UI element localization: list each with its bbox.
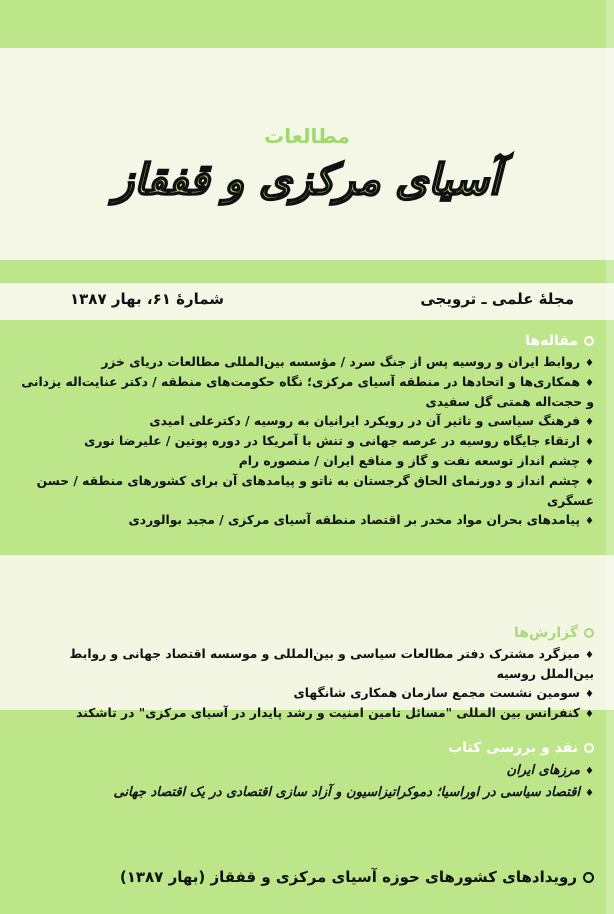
article-item: ♦ چشم انداز توسعه نفت و گاز و منافع ایران / منصوره رام bbox=[14, 452, 594, 472]
events-heading bbox=[14, 868, 594, 886]
issue-info: شمارهٔ ۶۱، بهار ۱۳۸۷ bbox=[70, 290, 225, 308]
circle-bullet-icon bbox=[584, 628, 594, 638]
report-item: ♦ کنفرانس بین المللی "مسائل تامین امنیت و رشد پایدار در آسیای مرکزی" در تاشکند bbox=[14, 704, 594, 724]
section-title: گزارش‌ها bbox=[514, 625, 578, 641]
spine-edge bbox=[606, 0, 614, 914]
events-title: رویدادهای کشورهای حوزه آسیای مرکزی و قفقاز (بهار ۱۳۸۷) bbox=[119, 868, 577, 886]
article-item: ♦ پیامدهای بحران مواد مخدر بر اقتصاد منطقه آسیای مرکزی / مجید بوالوردی bbox=[14, 511, 594, 531]
reports-section bbox=[14, 625, 594, 724]
book-review-section bbox=[14, 740, 594, 804]
journal-title-block bbox=[30, 80, 584, 250]
book-item: ♦ اقتصاد سیاسی در اوراسیا؛ دموکراتیزاسیون و آزاد سازی اقتصادی در یک اقتصاد جهانی bbox=[14, 782, 594, 804]
book-item: ♦ مرزهای ایران bbox=[14, 760, 594, 782]
circle-bullet-icon bbox=[584, 336, 594, 346]
divider-strip bbox=[0, 260, 614, 283]
articles-section bbox=[14, 333, 594, 531]
section-title: مقاله‌ها bbox=[525, 333, 578, 349]
journal-type: مجلهٔ علمی ـ ترویجی bbox=[420, 290, 574, 308]
top-band bbox=[0, 0, 614, 48]
circle-bullet-icon bbox=[583, 872, 594, 883]
article-item: ♦ روابط ایران و روسیه پس از جنگ سرد / مؤسسه بین‌المللی مطالعات دریای خزر bbox=[14, 353, 594, 373]
report-item: ♦ میزگرد مشترک دفتر مطالعات سیاسی و بین‌المللی و موسسه اقتصاد جهانی و روابط بین‌الملل روسیه bbox=[14, 645, 594, 684]
article-item: ♦ فرهنگ سیاسی و تاثیر آن در رویکرد ایرانیان به روسیه / دکترعلی امیدی bbox=[14, 412, 594, 432]
circle-bullet-icon bbox=[584, 743, 594, 753]
report-item: ♦ سومین نشست مجمع سازمان همکاری شانگهای bbox=[14, 684, 594, 704]
article-item: ♦ ارتقاء جایگاه روسیه در عرصه جهانی و تنش با آمریکا در دوره پوتین / علیرضا نوری bbox=[14, 432, 594, 452]
journal-title-logo: آسیای مرکزی و قفقاز bbox=[113, 155, 501, 204]
article-item: ♦ چشم انداز و دورنمای الحاق گرجستان به ناتو و پیامدهای آن برای کشورهای منطقه / حسن عسگری bbox=[14, 472, 594, 511]
article-item: ♦ همکاری‌ها و اتحادها در منطقه آسیای مرکزی؛ نگاه حکومت‌های منطقه / دکتر عنایت‌اله یزدانی و حجت‌اله همتی گل سفیدی bbox=[14, 373, 594, 412]
section-title: نقد و بررسی کتاب bbox=[448, 740, 578, 756]
journal-supertitle: مطالعات bbox=[264, 124, 350, 148]
